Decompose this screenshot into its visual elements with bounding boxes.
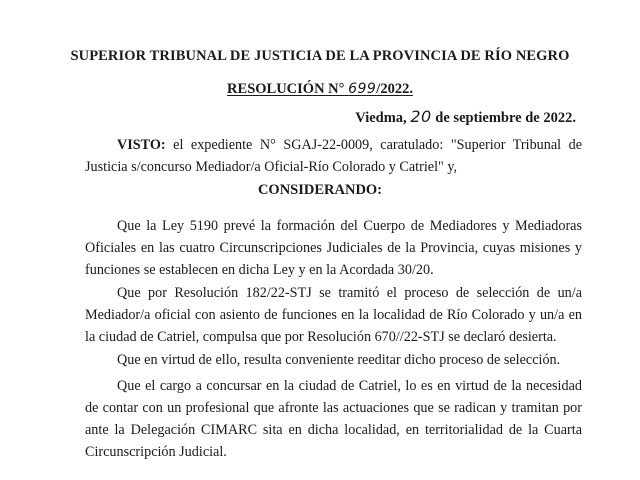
paragraph: Que el cargo a concursar en la ciudad de Catriel, lo es en virtud de la necesidad de contar con un profesional que afronte las actuaciones que se radican y tramitan por ante la Delegación CIMARC sita en dicha localidad, en territorialidad de la Cuarta Circunscripción Judicial. (85, 378, 582, 460)
paragraph: Que la Ley 5190 prevé la formación del Cuerpo de Mediadores y Mediadoras Oficiales en las cuatro Circunscripciones Judiciales de la Provincia, cuyas misiones y funciones se establecen en dicha Ley y en la Acordada 30/20. (85, 218, 582, 278)
visto-label: VISTO: (117, 137, 166, 153)
dateline-rest: de septiembre de 2022. (435, 110, 576, 126)
paragraph: Que en virtud de ello, resulta conveniente reeditar dicho proceso de selección. (117, 352, 561, 368)
visto-paragraph (85, 134, 582, 178)
resolution-handwritten-number: 699 (348, 81, 377, 97)
resolution-suffix: /2022. (376, 81, 413, 97)
visto-text: el expediente N° SGAJ-22-0009, caratulado: "Superior Tribunal de Justicia s/concurso Mediador/a Oficial-Río Colorado y Catriel" y, (85, 137, 583, 175)
resolution-prefix: RESOLUCIÓN N° (227, 81, 345, 97)
resolution-number-underlined (227, 81, 413, 97)
dateline-handwritten-day: 20 (410, 107, 432, 126)
resolution-number (0, 81, 640, 98)
dateline (355, 107, 576, 127)
court-title: SUPERIOR TRIBUNAL DE JUSTICIA DE LA PROVINCIA DE RÍO NEGRO (70, 48, 570, 64)
paragraph: Que por Resolución 182/22-STJ se tramitó el proceso de selección de un/a Mediador/a oficial con asiento de funciones en la localidad de Río Colorado y un/a en la ciudad de Catriel, compulsa que por Resolución 670//22-STJ se declaró desierta. (85, 285, 582, 345)
dateline-place: Viedma, (355, 110, 407, 126)
considerando-heading: CONSIDERANDO: (257, 182, 383, 198)
